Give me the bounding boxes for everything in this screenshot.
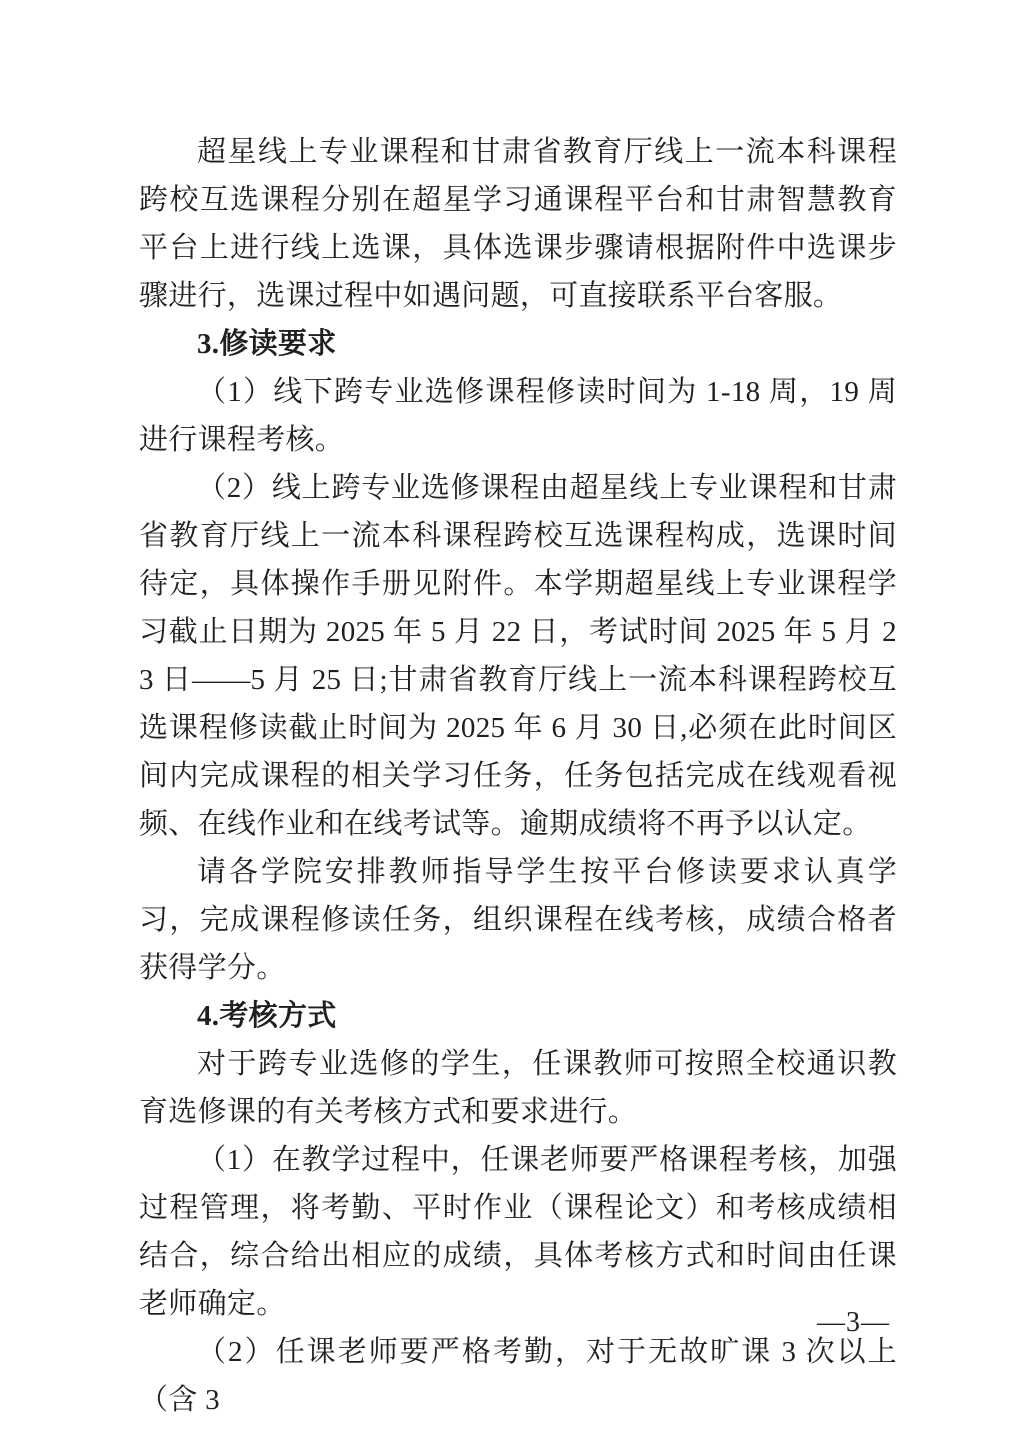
paragraph-assessment-process: （1）在教学过程中，任课老师要严格课程考核，加强过程管理，将考勤、平时作业（课程论文）和考核成绩相结合，综合给出相应的成绩，具体考核方式和时间由任课老师确定。	[139, 1144, 897, 1320]
paragraph-online-course-selection-intro: 超星线上专业课程和甘肃省教育厅线上一流本科课程跨校互选课程分别在超星学习通课程平台和甘肃智慧教育平台上进行线上选课，具体选课步骤请根据附件中选课步骤进行，选课过程中如遇问题，可直接联系平台客服。	[139, 136, 897, 312]
document-body	[139, 128, 897, 1424]
paragraph-offline-course-duration: （1）线下跨专业选修课程修读时间为 1-18 周，19 周进行课程考核。	[139, 376, 897, 456]
page-number: —3—	[817, 1307, 890, 1338]
paragraph-online-course-deadlines: （2）线上跨专业选修课程由超星线上专业课程和甘肃省教育厅线上一流本科课程跨校互选课程构成，选课时间待定，具体操作手册见附件。本学期超星线上专业课程学习截止日期为 2025 年 5 月 22 日，考试时间 2025 年 5 月 23 日——5 月 25 日;甘肃省教育厅线上一流本科课程跨校互选课程修读截止时间为 2025 年 6 月 30 日,必须在此时间区间内完成课程的相关学习任务，任务包括完成在线观看视频、在线作业和在线考试等。逾期成绩将不再予以认定。	[139, 472, 897, 840]
section-heading-assessment-method: 4.考核方式	[197, 1000, 337, 1032]
paragraph-assessment-general: 对于跨专业选修的学生，任课教师可按照全校通识教育选修课的有关考核方式和要求进行。	[139, 1048, 897, 1128]
section-heading-study-requirements: 3.修读要求	[197, 328, 337, 360]
paragraph-college-guidance: 请各学院安排教师指导学生按平台修读要求认真学习，完成课程修读任务，组织课程在线考核，成绩合格者获得学分。	[139, 856, 897, 984]
paragraph-attendance-rule: （2）任课老师要严格考勤，对于无故旷课 3 次以上（含 3	[139, 1336, 897, 1416]
